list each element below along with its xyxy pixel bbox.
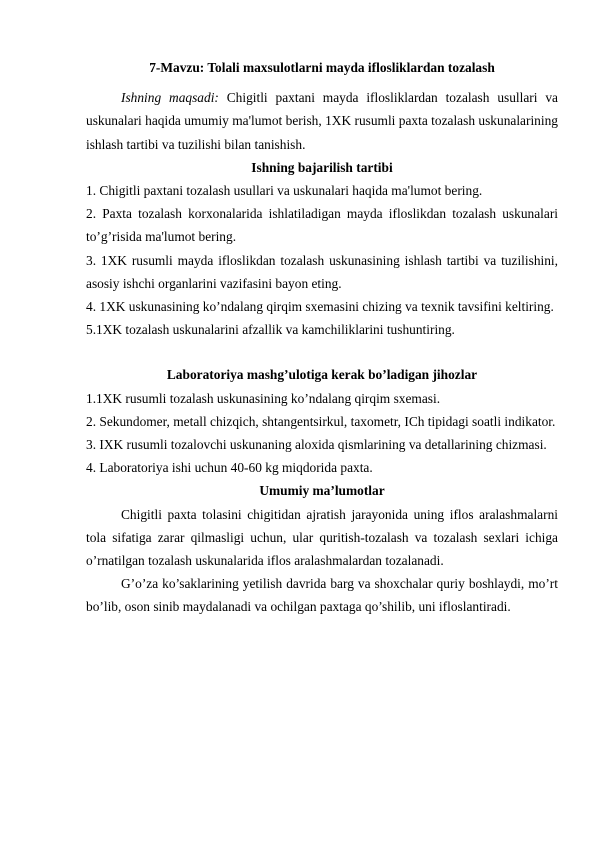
purpose-text: Chigitli paxtani mayda ifloslіklardan tozalash usullari va uskunalari haqida umumiy ma'lumot berish, 1XK rusumli paxta tozalash uskunalarining ishlash tartibi va tuzilishi bilan tanishish. (86, 90, 558, 152)
procedure-item: 4. 1XK uskunasining ko’ndalang qirqim sxemasini chizing va texnik tavsifini keltiring. (86, 299, 554, 315)
document-page (86, 56, 558, 619)
section-spacer (86, 341, 558, 363)
general-heading: Umumiy ma’lumotlar (259, 483, 385, 499)
procedure-item: 1. Chigitli paxtani tozalash usullari va uskunalari haqida ma'lumot bering. (86, 183, 483, 199)
general-paragraph: G’o’za ko’saklarining yetilish davrida barg va shoxchalar quriy boshlaydi, mo’rt bo’lib, oson sinib maydalanadi va ochilgan paxtaga qo’shilib, uni ifloslantiradi. (86, 576, 558, 615)
general-paragraph: Chigitli paxta tolasini chigitidan ajratish jarayonida uning iflos aralashmalarni tola sifatiga zarar qilmasligi uchun, ular quritish-tozalash va tozalash sexlari ichiga o’rnatilgan tozalash uskunalarida iflos aralashmalardan tozalanadi. (86, 506, 558, 569)
procedure-item: 5.1XK tozalash uskunalarini afzallik va kamchiliklarini tushuntiring. (86, 322, 455, 338)
procedure-heading: Ishning bajarilish tartibi (251, 159, 393, 175)
equipment-item: 4. Laboratoriya ishi uchun 40-60 kg miqdorida paxta. (86, 460, 373, 476)
equipment-item: 1.1XK rusumli tozalash uskunasining ko’ndalang qirqim sxemasi. (86, 390, 441, 406)
equipment-heading: Laboratoriya mashg’ulotiga kerak bo’ladigan jihozlar (166, 367, 478, 383)
equipment-item: 2. Sekundomer, metall chizqich, shtangentsirkul, taxometr, ICh tipidagi soatli indikator. (86, 413, 556, 429)
purpose-paragraph (86, 86, 558, 156)
equipment-item: 3. IXK rusumli tozalovchi uskunaning aloxida qismlarining va detallarining chizmasi. (86, 437, 547, 453)
document-title: 7-Mavzu: Tolali maxsulotlarni mayda ifloslіklardan tozalash (149, 60, 495, 75)
procedure-item: 3. 1XK rusumli mayda ifloslikdan tozalash uskunasining ishlash tartibi va tuzilishini, asosiy ishchi organlarini vazifasini bayon eting. (86, 252, 558, 291)
procedure-item: 2. Paxta tozalash korxonalarida ishlatiladigan mayda ifloslikdan tozalash uskunalari to’g’risida ma'lumot bering. (86, 206, 558, 245)
purpose-label: Ishning maqsadi: (121, 90, 219, 106)
